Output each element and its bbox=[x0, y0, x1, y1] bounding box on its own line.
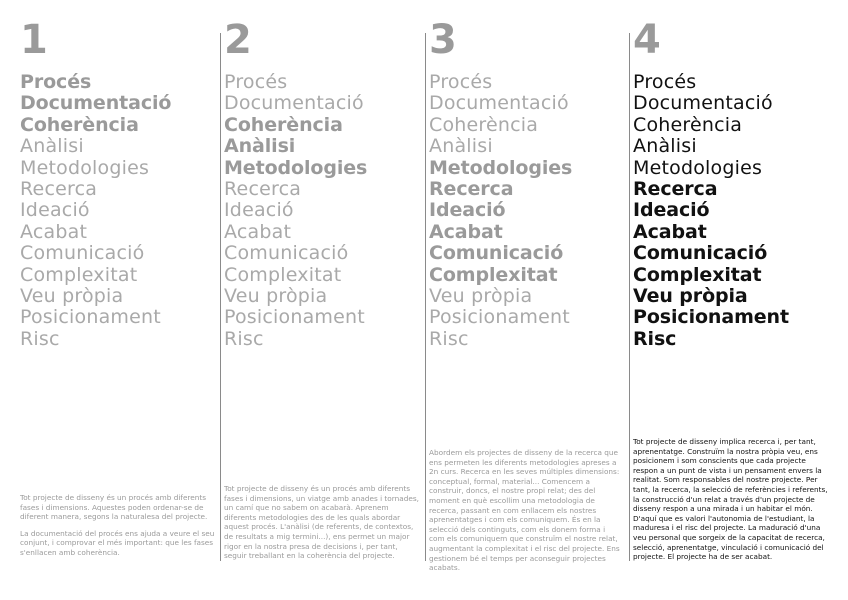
term: Acabat bbox=[20, 220, 88, 243]
term: Recerca bbox=[224, 178, 302, 201]
term: Procés bbox=[224, 71, 288, 93]
term: Documentació bbox=[633, 92, 773, 115]
term: Comunicació bbox=[429, 242, 564, 265]
term: Acabat bbox=[429, 220, 503, 243]
term-list bbox=[633, 72, 789, 350]
term: Comunicació bbox=[20, 242, 145, 265]
term: Ideació bbox=[20, 199, 90, 222]
column-number: 3 bbox=[429, 17, 456, 63]
term: Complexitat bbox=[20, 263, 138, 286]
term-list bbox=[429, 72, 572, 350]
description bbox=[20, 493, 216, 565]
term: Comunicació bbox=[633, 242, 768, 265]
column-divider bbox=[425, 33, 426, 561]
term: Posicionament bbox=[633, 306, 789, 329]
term: Anàlisi bbox=[20, 135, 84, 158]
term: Anàlisi bbox=[224, 135, 296, 158]
term: Risc bbox=[429, 327, 469, 350]
term: Metodologies bbox=[633, 156, 763, 179]
term: Complexitat bbox=[224, 263, 342, 286]
description-paragraph: Tot projecte de disseny és un procés amb diferents fases i dimensions. Aquestes poden ordenar-se de diferent manera, segons la naturalesa del projecte. bbox=[20, 493, 208, 522]
column-number: 2 bbox=[224, 17, 251, 63]
term: Comunicació bbox=[224, 242, 349, 265]
column-number: 1 bbox=[20, 17, 47, 63]
term: Ideació bbox=[633, 199, 710, 222]
term: Veu pròpia bbox=[429, 285, 533, 308]
term: Risc bbox=[20, 327, 60, 350]
term: Coherència bbox=[20, 113, 139, 136]
description bbox=[633, 437, 829, 569]
description bbox=[429, 448, 621, 580]
description-paragraph: La documentació del procés ens ajuda a veure el seu conjunt, i comprovar el més important: que les fases s'enllacen amb coherència. bbox=[20, 528, 215, 557]
term: Posicionament bbox=[429, 306, 570, 329]
term: Procés bbox=[20, 71, 92, 93]
term: Anàlisi bbox=[429, 135, 493, 158]
term: Veu pròpia bbox=[224, 285, 328, 308]
term: Veu pròpia bbox=[633, 285, 748, 308]
term: Coherència bbox=[224, 113, 343, 136]
column-number: 4 bbox=[633, 17, 660, 63]
term-list bbox=[224, 72, 367, 350]
term: Veu pròpia bbox=[20, 285, 124, 308]
column-divider bbox=[629, 33, 630, 561]
term: Risc bbox=[224, 327, 264, 350]
term-list bbox=[20, 72, 171, 350]
term: Metodologies bbox=[429, 156, 573, 179]
column-divider bbox=[220, 33, 221, 561]
term: Recerca bbox=[20, 178, 98, 201]
term: Procés bbox=[429, 71, 493, 93]
term: Acabat bbox=[633, 220, 707, 243]
term: Documentació bbox=[429, 92, 569, 115]
term: Ideació bbox=[224, 199, 294, 222]
term: Coherència bbox=[429, 113, 539, 136]
term: Ideació bbox=[429, 199, 506, 222]
term: Coherència bbox=[633, 113, 743, 136]
term: Recerca bbox=[633, 178, 718, 201]
term: Posicionament bbox=[20, 306, 161, 329]
term: Documentació bbox=[20, 92, 172, 115]
description bbox=[224, 484, 420, 568]
term: Metodologies bbox=[224, 156, 368, 179]
term: Anàlisi bbox=[633, 135, 697, 158]
term: Complexitat bbox=[429, 263, 558, 286]
term: Metodologies bbox=[20, 156, 150, 179]
term: Posicionament bbox=[224, 306, 365, 329]
term: Risc bbox=[633, 327, 677, 350]
description-paragraph: Tot projecte de disseny implica recerca i, per tant, aprenentatge. Construïm la nostra pròpia veu, ens posicionem i som conscients que cada projecte respon a un punt de vista i un pensament envers la realitat. Som responsables del nostre projecte. Per tant, la recerca, la selecció de referències i referents, la construcció d'un relat a través d'un projecte de disseny respon a una mirada i un habitar el món. D'aquí que es valori l'autonomia de l'estudiant, la maduresa i el risc del projecte. La maduració d'una veu personal que sorgeix de la capacitat de recerca, selecció, aprenentatge, vinculació i comunicació del projecte. El projecte ha de ser acabat. bbox=[633, 437, 828, 562]
term: Complexitat bbox=[633, 263, 762, 286]
term: Recerca bbox=[429, 178, 514, 201]
description-paragraph: Tot projecte de disseny és un procés amb diferents fases i dimensions, un viatge amb anades i tornades, un camí que no sabem on acabarà. Aprenem diferents metodologies des de les quals abordar aquest procés. L'anàlisi (de referents, de contextos, de resultats a mig termini...), ens permet un major rigor en la nostra presa de decisions i, per tant, seguir treballant en la coherència del projecte. bbox=[224, 484, 419, 561]
term: Procés bbox=[633, 71, 697, 93]
term: Acabat bbox=[224, 220, 292, 243]
term: Documentació bbox=[224, 92, 364, 115]
description-paragraph: Abordem els projectes de disseny de la recerca que ens permeten les diferents metodologies apreses a 2n curs. Recerca en les seves múltiples dimensions: conceptual, formal, material... Comencem a construir, doncs, el nostre propi relat; des del moment en què escollim una metodologia de recerca, passant en com enllacem els nostres aprenentatges i com els comuniquem. És en la selecció dels continguts, com els donem forma i com els comuniquem que construïm el nostre relat, augmentant la complexitat i el risc del projecte. Ens gestionem bé el temps per aconseguir projectes acabats. bbox=[429, 448, 620, 573]
